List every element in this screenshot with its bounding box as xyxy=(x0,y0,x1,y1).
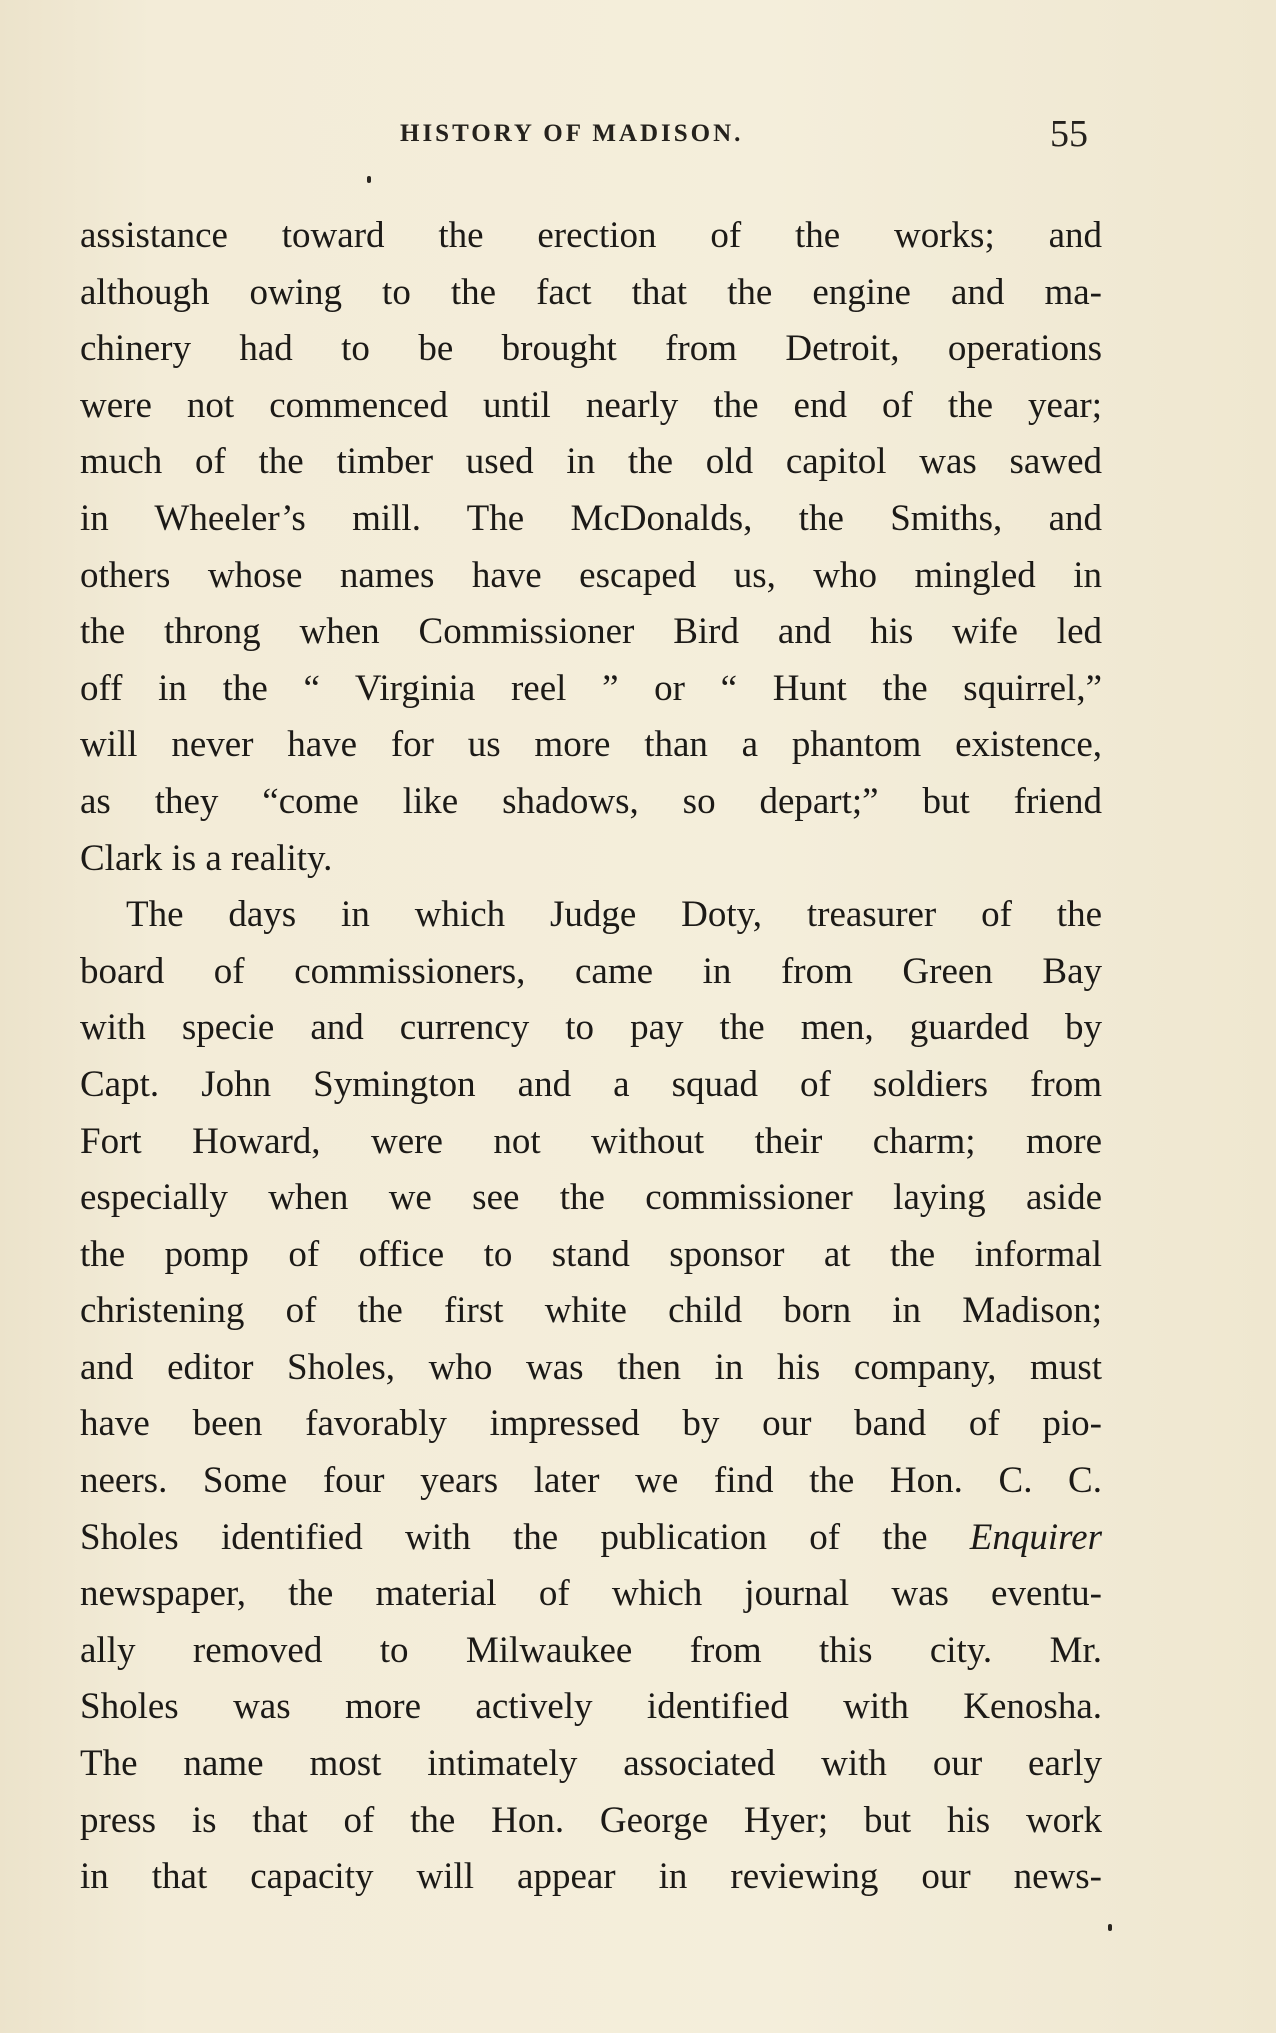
running-head xyxy=(0,112,1276,156)
text-line: chinery had to be brought from Detroit, operations xyxy=(80,328,1102,370)
text-line: ally removed to Milwaukee from this city. Mr. xyxy=(80,1629,1102,1671)
text-line-with-italic xyxy=(80,1510,1102,1567)
text-line: assistance toward the erection of the works; and xyxy=(80,215,1102,256)
page-number: 55 xyxy=(1050,113,1088,155)
text-line: in Wheeler’s mill. The McDonalds, the Smiths, and xyxy=(80,497,1102,539)
ink-speck xyxy=(1108,1924,1112,1931)
text-line: the throng when Commissioner Bird and his wife led xyxy=(80,611,1102,653)
text-line: as they “come like shadows, so depart;” but friend xyxy=(80,780,1102,822)
text-line: Capt. John Symington and a squad of soldiers from xyxy=(80,1063,1102,1105)
text-line: much of the timber used in the old capitol was sawed xyxy=(80,441,1102,483)
text-line: off in the “ Virginia reel ” or “ Hunt the squirrel,” xyxy=(80,667,1102,709)
text-line: were not commenced until nearly the end of the year; xyxy=(80,384,1102,426)
text-line: newspaper, the material of which journal was eventu- xyxy=(80,1573,1102,1615)
text-line: The name most intimately associated with our early xyxy=(80,1743,1102,1785)
text-line: with specie and currency to pay the men, guarded by xyxy=(80,1007,1102,1049)
text-line: The days in which Judge Doty, treasurer of the xyxy=(126,894,1102,936)
text-line: in that capacity will appear in reviewing our news- xyxy=(80,1856,1102,1898)
text-line: although owing to the fact that the engine and ma- xyxy=(80,271,1102,313)
text-line: neers. Some four years later we find the Hon. C. C. xyxy=(80,1460,1102,1502)
body-text xyxy=(80,208,1102,1906)
text-line: especially when we see the commissioner laying aside xyxy=(80,1177,1102,1219)
text-line: Fort Howard, were not without their charm; more xyxy=(80,1120,1102,1162)
text-run: Sholes identified with the publication of the xyxy=(80,1516,970,1558)
text-line: have been favorably impressed by our band of pio- xyxy=(80,1403,1102,1445)
text-line: Sholes was more actively identified with Kenosha. xyxy=(80,1686,1102,1728)
text-line: press is that of the Hon. George Hyer; but his work xyxy=(80,1799,1102,1841)
text-line: will never have for us more than a phantom existence, xyxy=(80,724,1102,766)
text-line: and editor Sholes, who was then in his company, must xyxy=(80,1346,1102,1388)
text-line: board of commissioners, came in from Green Bay xyxy=(80,950,1102,992)
text-line: the pomp of office to stand sponsor at the informal xyxy=(80,1233,1102,1275)
text-line: others whose names have escaped us, who mingled in xyxy=(80,554,1102,596)
ink-speck xyxy=(367,176,371,183)
newspaper-title: Enquirer xyxy=(969,1516,1102,1558)
text-line: christening of the first white child born in Madison; xyxy=(80,1290,1102,1332)
running-title: HISTORY OF MADISON. xyxy=(400,120,744,147)
text-line: Clark is a reality. xyxy=(80,837,333,879)
